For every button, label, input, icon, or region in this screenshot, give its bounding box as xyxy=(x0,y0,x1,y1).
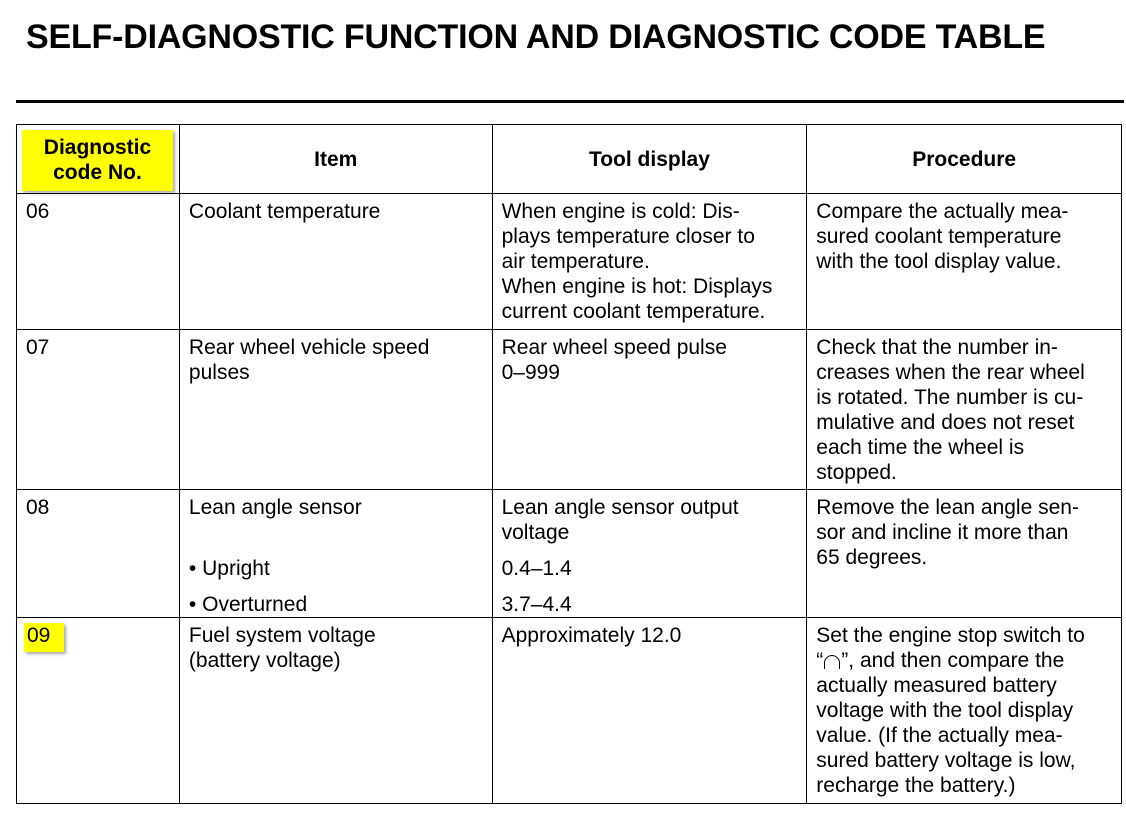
cell-tool-display xyxy=(492,490,807,618)
text-line: Set the engine stop switch to xyxy=(816,624,1085,647)
text-line: voltage xyxy=(501,521,570,544)
text-line: sured coolant temperature xyxy=(816,225,1062,248)
cell-item xyxy=(179,618,492,804)
text-line: Lean angle sensor xyxy=(188,496,362,519)
cell-code: 07 xyxy=(17,330,180,490)
table-row xyxy=(17,490,1122,618)
cell-code: 08 xyxy=(17,490,180,618)
text-line: each time the wheel is xyxy=(816,436,1025,459)
sub-value-overturned: 3.7–4.4 xyxy=(501,593,572,616)
cell-procedure xyxy=(807,330,1122,490)
highlighted-header-code xyxy=(22,130,173,191)
text-after-symbol: ”, and then compare the xyxy=(841,649,1065,672)
text-line: is rotated. The number is cu- xyxy=(816,386,1084,409)
text-line: current coolant temperature. xyxy=(501,300,766,323)
table-header-row xyxy=(17,125,1122,194)
spacer-gap xyxy=(189,581,484,592)
cell-procedure xyxy=(807,490,1122,618)
text-line: sured battery voltage is low, xyxy=(816,749,1076,772)
cell-code: 06 xyxy=(17,194,180,330)
cell-tool-display xyxy=(492,618,807,804)
title-divider xyxy=(16,100,1124,103)
text-line: creases when the rear wheel xyxy=(816,361,1085,384)
text-line-with-symbol xyxy=(816,648,1113,673)
text-line: plays temperature closer to xyxy=(501,225,755,248)
cell-item xyxy=(179,490,492,618)
cell-code xyxy=(17,618,180,804)
text-line: When engine is hot: Displays xyxy=(501,275,773,298)
text-line: Compare the actually mea- xyxy=(816,200,1069,223)
text-line: mulative and does not reset xyxy=(816,411,1075,434)
header-item: Item xyxy=(179,125,492,194)
text-line: value. (If the actually mea- xyxy=(816,724,1063,747)
text-line: voltage with the tool display xyxy=(816,699,1074,722)
open-quote: “ xyxy=(816,649,824,672)
text-line: stopped. xyxy=(816,461,897,484)
text-line: sor and incline it more than xyxy=(816,521,1069,544)
text-line: Lean angle sensor output xyxy=(501,496,739,519)
cell-tool-display xyxy=(492,330,807,490)
header-code-line: Diagnostic xyxy=(43,136,152,159)
text-line: Check that the number in- xyxy=(816,336,1058,359)
header-tool-display: Tool display xyxy=(492,125,807,194)
text-line: When engine is cold: Dis- xyxy=(501,200,740,223)
header-code-line: code No. xyxy=(53,161,142,184)
text-line: Rear wheel vehicle speed xyxy=(188,336,430,359)
spacer-gap xyxy=(502,581,799,592)
text-line: 65 degrees. xyxy=(816,546,928,569)
text-line: Approximately 12.0 xyxy=(501,624,682,647)
text-line: actually measured battery xyxy=(816,674,1057,697)
sub-value-upright: 0.4–1.4 xyxy=(501,557,572,580)
page-title: SELF-DIAGNOSTIC FUNCTION AND DIAGNOSTIC CODE TABLE xyxy=(26,18,1046,56)
highlighted-code: 09 xyxy=(24,623,64,652)
cell-item xyxy=(179,330,492,490)
diagnostic-code-table xyxy=(16,124,1122,804)
text-line: Remove the lean angle sen- xyxy=(816,496,1079,519)
text-line: recharge the battery.) xyxy=(816,774,1016,797)
text-line: 0–999 xyxy=(501,361,560,384)
cell-procedure xyxy=(807,618,1122,804)
spacer-gap xyxy=(502,545,799,556)
engine-run-symbol-icon xyxy=(824,655,840,669)
text-line: air temperature. xyxy=(501,250,650,273)
cell-procedure xyxy=(807,194,1122,330)
cell-tool-display xyxy=(492,194,807,330)
table-row xyxy=(17,194,1122,330)
spacer-gap xyxy=(189,545,484,556)
spacer-line xyxy=(189,520,484,545)
text-line: pulses xyxy=(188,361,250,384)
header-code xyxy=(17,125,180,194)
sub-item-overturned: • Overturned xyxy=(188,593,308,616)
cell-item xyxy=(179,194,492,330)
header-procedure: Procedure xyxy=(807,125,1122,194)
table-row xyxy=(17,330,1122,490)
sub-item-upright: • Upright xyxy=(188,557,270,580)
text-line: Coolant temperature xyxy=(188,200,381,223)
text-line: Fuel system voltage xyxy=(188,624,376,647)
text-line: with the tool display value. xyxy=(816,250,1062,273)
text-line: (battery voltage) xyxy=(188,649,341,672)
text-line: Rear wheel speed pulse xyxy=(501,336,727,359)
table-row xyxy=(17,618,1122,804)
